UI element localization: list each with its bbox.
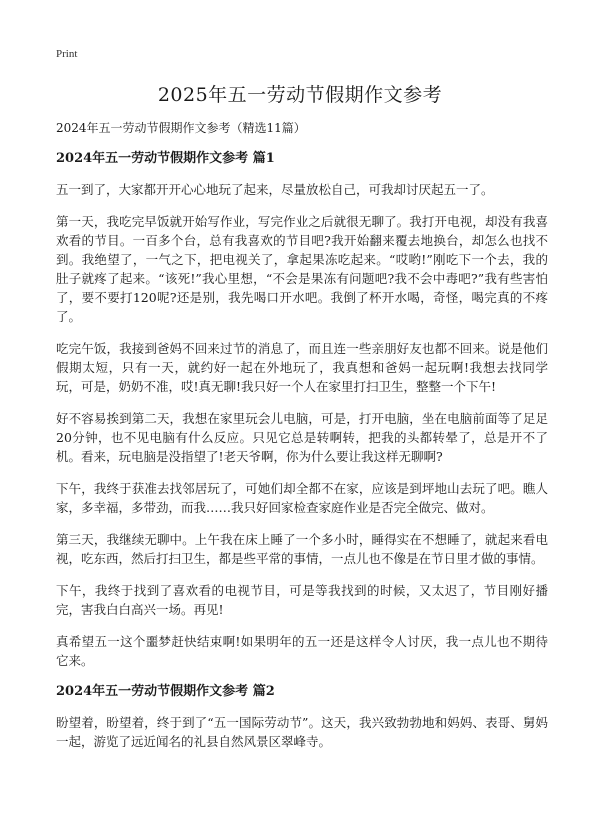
section-1 <box>56 150 548 670</box>
section-heading: 2024年五一劳动节假期作文参考 篇1 <box>56 151 275 166</box>
paragraph: 下午，我终于获准去找邻居玩了，可她们却全都不在家，应该是到坪地山去玩了吧。瞧人家，多幸福，多带劲，而我……我只好回家检查家庭作业是否完全做完、做对。 <box>56 481 548 515</box>
paragraph: 五一到了，大家都开开心心地玩了起来，尽量放松自己，可我却讨厌起五一了。 <box>56 182 494 197</box>
paragraph: 第一天，我吃完早饭就开始写作业，写完作业之后就很无聊了。我打开电视，却没有我喜欢看的节目。一百多个台，总有我喜欢的节目吧?我开始翻来覆去地换台，却怎么也找不到。我绝望了，一气之下，把电视关了，拿起果冻吃起来。“哎哟!”刚吃下一个去，我的肚子就疼了起来。“该死!”我心里想，“不会是果冻有问题吧?我不会中毒吧?”我有些害怕了，要不要打120呢?还是别，我先喝口开水吧。我倒了杯开水喝，奇怪，喝完真的不疼了。 <box>56 214 548 324</box>
page-title: 2025年五一劳动节假期作文参考 <box>157 84 443 106</box>
paragraph: 第三天，我继续无聊中。上午我在床上睡了一个多小时，睡得实在不想睡了，就起来看电视，吃东西，然后打扫卫生，都是些平常的事情，一点儿也不像是在节日里才做的事情。 <box>56 532 548 566</box>
paragraph: 盼望着，盼望着，终于到了“五一国际劳动节”。这天，我兴致勃勃地和妈妈、表哥、舅妈一起，游览了远近闻名的礼县自然风景区翠峰寺。 <box>56 715 548 749</box>
paragraph: 真希望五一这个噩梦赶快结束啊!如果明年的五一还是这样令人讨厌，我一点儿也不期待它来。 <box>56 634 548 668</box>
section-heading: 2024年五一劳动节假期作文参考 篇2 <box>56 684 275 699</box>
paragraph: 好不容易挨到第二天，我想在家里玩会儿电脑，可是，打开电脑，坐在电脑前面等了足足20分钟，也不见电脑有什么反应。只见它总是转啊转，把我的头都转晕了，总是开不了机。看来，玩电脑是没指望了!老天爷啊，你为什么要让我这样无聊啊? <box>56 411 548 464</box>
document-body <box>56 120 548 764</box>
paragraph: 下午，我终于找到了喜欢看的电视节目，可是等我找到的时候，又太迟了，节目刚好播完，害我白白高兴一场。再见! <box>56 583 548 617</box>
print-link[interactable]: Print <box>56 48 78 60</box>
section-2 <box>56 683 548 751</box>
document-subtitle: 2024年五一劳动节假期作文参考（精选11篇） <box>56 121 306 135</box>
paragraph: 吃完午饭，我接到爸妈不回来过节的消息了，而且连一些亲朋好友也都不回来。说是他们假期太短，只有一天，就约好一起在外地玩了，我真想和爸妈一起玩啊!我想去找同学玩，可是，奶奶不准，哎!真无聊!我只好一个人在家里打扫卫生，整整一个下午! <box>56 341 548 394</box>
